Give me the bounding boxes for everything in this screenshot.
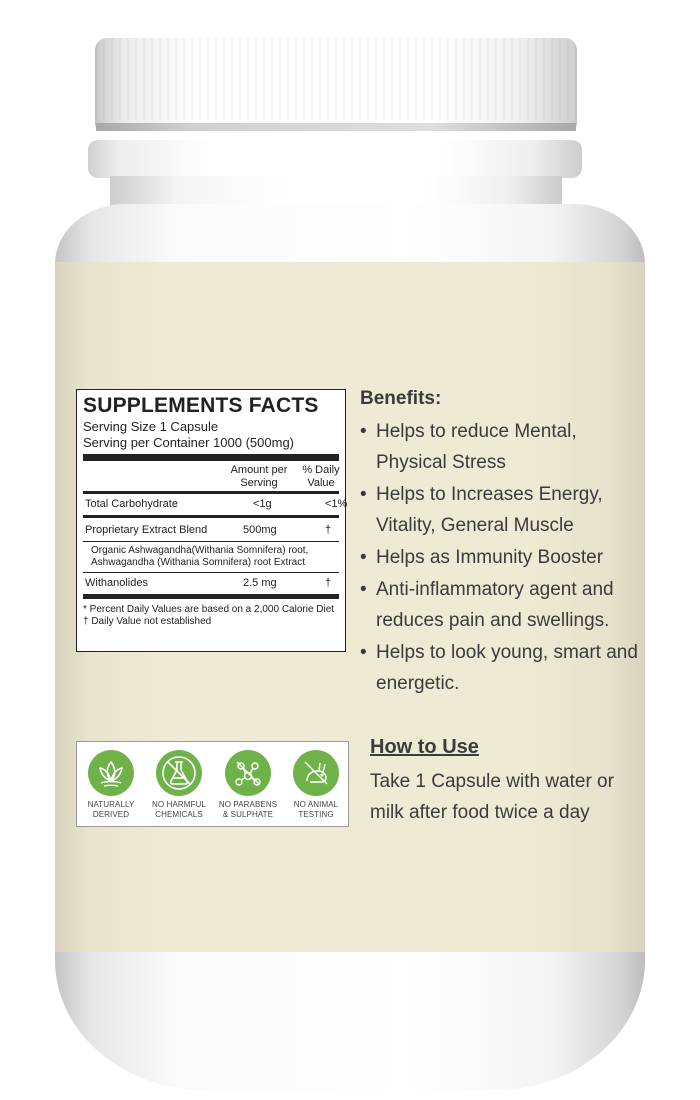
bullet-icon: • <box>360 547 367 568</box>
badge-line2: CHEMICALS <box>155 810 203 819</box>
bullet-icon: • <box>360 579 367 600</box>
nutrient-amount: <1g <box>253 498 272 510</box>
benefit-text: Helps to Increases Energy, Vitality, General Muscle <box>376 484 603 536</box>
badge-naturally-derived <box>76 750 146 820</box>
benefit-item <box>360 637 645 699</box>
benefits-section <box>360 386 645 700</box>
how-to-use-section <box>370 733 640 828</box>
how-to-use-text: Take 1 Capsule with water or milk after food twice a day <box>370 771 614 823</box>
badge-line1: NO PARABENS <box>218 800 278 809</box>
nutrient-name: Proprietary Extract Blend <box>85 524 208 536</box>
badge-no-parabens <box>213 750 283 820</box>
facts-row <box>83 573 339 594</box>
nutrient-name: Withanolides <box>85 577 148 589</box>
benefit-item <box>360 574 645 636</box>
badge-line1: NO ANIMAL <box>293 800 339 809</box>
nutrient-daily: † <box>325 577 332 589</box>
no-parabens-icon <box>225 750 271 796</box>
badge-line2: & SULPHATE <box>222 810 274 819</box>
badge-no-animal-testing <box>281 750 351 820</box>
facts-rule <box>83 454 339 461</box>
benefit-text: Helps to reduce Mental, Physical Stress <box>376 421 577 473</box>
benefit-item <box>360 416 645 478</box>
bullet-icon: • <box>360 421 367 442</box>
cap-band <box>96 123 576 131</box>
amount-per-serving-header: Amount per Serving <box>230 464 288 489</box>
badge-line1: NO HARMFUL <box>152 800 206 809</box>
facts-row <box>83 494 348 515</box>
serving-per-container: Serving per Container 1000 (500mg) <box>83 435 295 450</box>
quality-badges <box>76 741 349 827</box>
cap-ridges <box>95 38 577 120</box>
no-chemicals-icon <box>156 750 202 796</box>
benefit-item <box>360 542 645 573</box>
bottle-ring <box>88 140 582 178</box>
facts-row <box>83 520 339 541</box>
how-to-use-heading: How to Use <box>370 736 479 758</box>
facts-title: SUPPLEMENTS FACTS <box>83 394 319 417</box>
serving-size: Serving Size 1 Capsule <box>83 419 219 434</box>
supplement-facts-panel <box>76 389 346 652</box>
benefit-item <box>360 479 645 541</box>
benefit-text: Anti-inflammatory agent and reduces pain and swellings. <box>376 579 614 631</box>
benefits-heading: Benefits: <box>360 388 442 409</box>
bottle-cap <box>95 38 577 128</box>
footnote-not-established: † Daily Value not established <box>83 616 212 627</box>
blend-detail: Organic Ashwagandha(Withania Somnifera) root, Ashwagandha (Withania Somnifera) root Extract <box>91 545 309 568</box>
badge-caption <box>281 800 351 820</box>
nutrient-amount: 500mg <box>243 524 277 536</box>
bullet-icon: • <box>360 642 367 663</box>
badge-caption <box>76 800 146 820</box>
nutrient-daily: <1% <box>325 498 348 510</box>
facts-rule <box>83 515 339 518</box>
badge-no-harmful-chemicals <box>144 750 214 820</box>
benefit-text: Helps as Immunity Booster <box>376 547 604 568</box>
badge-line1: NATURALLY <box>87 800 135 809</box>
daily-value-header: % Daily Value <box>302 464 340 489</box>
badge-line2: TESTING <box>298 810 334 819</box>
bullet-icon: • <box>360 484 367 505</box>
no-animal-testing-icon <box>293 750 339 796</box>
nutrient-amount: 2.5 mg <box>243 577 277 589</box>
nutrient-daily: † <box>325 524 332 536</box>
badge-caption <box>213 800 283 820</box>
footnote-daily-values: * Percent Daily Values are based on a 2,000 Calorie Diet <box>83 604 335 615</box>
nutrient-name: Total Carbohydrate <box>85 498 178 510</box>
facts-column-header <box>83 461 339 491</box>
lotus-icon <box>88 750 134 796</box>
benefit-text: Helps to look young, smart and energetic. <box>376 642 638 694</box>
badge-caption <box>144 800 214 820</box>
badge-line2: DERIVED <box>92 810 130 819</box>
